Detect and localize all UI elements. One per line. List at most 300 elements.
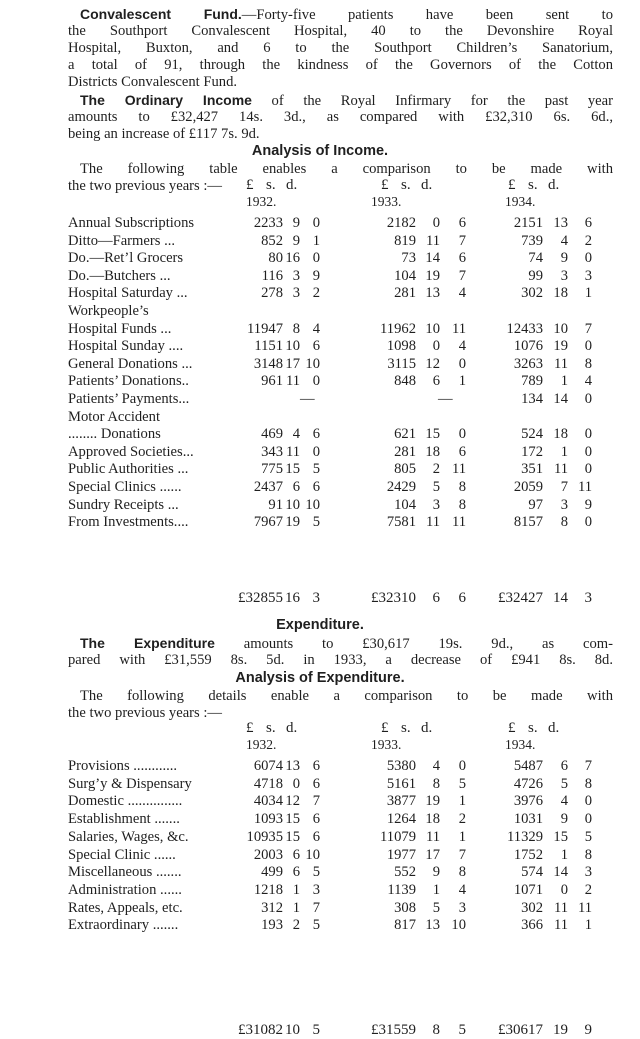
pounds-value: £30617 <box>498 1022 543 1038</box>
row-label: Miscellaneous ....... <box>68 864 182 881</box>
pounds-value: 4034 <box>253 793 283 810</box>
pounds-value: 91 <box>268 496 283 513</box>
row-label: Special Clinics ...... <box>68 479 182 495</box>
pence-value: 6 <box>312 338 320 355</box>
shilling-head: s. <box>266 720 276 736</box>
pence-value: 6 <box>458 443 466 460</box>
shilling-head: s. <box>401 177 411 193</box>
pence-value: 7 <box>458 846 466 863</box>
pounds-value: 366 <box>521 917 543 934</box>
row-label: ........ Donations <box>68 426 161 443</box>
pence-value: 2 <box>584 881 592 898</box>
shillings-value: 10 <box>285 338 300 355</box>
pounds-value: 172 <box>521 443 543 460</box>
pence-value: 6 <box>584 215 592 231</box>
pence-value: 8 <box>458 864 466 881</box>
pounds-value: 99 <box>528 267 543 284</box>
year-label: 1934. <box>505 194 536 209</box>
pence-value: 3 <box>584 864 592 881</box>
pence-value: 10 <box>305 496 320 513</box>
shillings-value: 9 <box>292 232 300 249</box>
shillings-value: 7 <box>560 479 568 495</box>
pounds-value: 848 <box>394 373 416 390</box>
pounds-value: 74 <box>528 250 543 267</box>
pence-value: 8 <box>584 846 592 863</box>
pounds-value: 3877 <box>386 793 416 810</box>
pounds-value: 961 <box>261 373 283 390</box>
shillings-value: 14 <box>425 250 440 267</box>
shillings-value: 9 <box>560 250 568 267</box>
pounds-value: 1218 <box>253 881 283 898</box>
pounds-value: 312 <box>261 899 283 916</box>
pence-value: 0 <box>584 250 592 267</box>
pounds-value: 3976 <box>513 793 543 810</box>
expenditure-lead-line: The following details enable a comparison to be made with <box>80 688 613 704</box>
row-label: Do.—Butchers ... <box>68 267 171 284</box>
pounds-value: 2003 <box>253 846 283 863</box>
expenditure-line: pared with £31,559 8s. 5d. in 1933, a decrease of £941 8s. 8d. <box>68 652 613 668</box>
pounds-value: 302 <box>521 899 543 916</box>
pence-value: 0 <box>458 355 466 372</box>
shillings-value: 1 <box>560 443 568 460</box>
intro-line-rest: —Forty-five patients have been sent to <box>241 7 613 23</box>
shillings-value: 13 <box>425 917 440 934</box>
shillings-value: 11 <box>285 373 300 390</box>
pence-value: 2 <box>584 232 592 249</box>
shillings-value: 3 <box>560 496 568 513</box>
pounds-value: 97 <box>528 496 543 513</box>
pence-value: 6 <box>312 479 320 495</box>
table-row <box>68 514 628 531</box>
pounds-value: 4726 <box>513 775 543 792</box>
pence-value: 6 <box>312 828 320 845</box>
shillings-value: 19 <box>553 338 568 355</box>
shillings-value: 9 <box>292 215 300 231</box>
year-heads-row <box>68 736 628 753</box>
pounds-value: 4718 <box>253 775 283 792</box>
pounds-value: 134 <box>521 391 543 407</box>
pounds-value: £31082 <box>238 1022 283 1038</box>
shillings-value: 14 <box>553 590 568 606</box>
shillings-value: 18 <box>553 426 568 443</box>
row-label: Establishment ....... <box>68 811 180 828</box>
shilling-head: s. <box>528 177 538 193</box>
table-row <box>68 268 628 285</box>
shillings-value: 1 <box>292 899 300 916</box>
pence-value: 0 <box>584 461 592 478</box>
shillings-value: 19 <box>553 1022 568 1038</box>
shillings-value: 15 <box>285 811 300 828</box>
expenditure-analysis-heading: Analysis of Expenditure. <box>235 670 405 686</box>
pence-value: 5 <box>312 1022 320 1038</box>
year-label: 1934. <box>505 737 536 752</box>
shillings-value: 13 <box>425 285 440 302</box>
row-label: Patients’ Payments... <box>68 391 190 407</box>
shilling-head: s. <box>266 177 276 193</box>
pound-head: £ <box>246 720 254 736</box>
shillings-value: 6 <box>292 864 300 881</box>
shillings-value: 1 <box>432 881 440 898</box>
row-label: General Donations ... <box>68 355 193 372</box>
pence-value: 1 <box>312 232 320 249</box>
ordinary-income-rest: of the Royal Infirmary for the past year <box>251 93 613 109</box>
pence-value: 5 <box>312 864 320 881</box>
shillings-value: 8 <box>432 775 440 792</box>
shillings-value: 0 <box>292 775 300 792</box>
year-label: 1933. <box>371 737 402 752</box>
pence-value: 6 <box>312 426 320 443</box>
pounds-value: 621 <box>394 426 416 443</box>
pounds-value: 2233 <box>253 215 283 231</box>
shillings-value: 14 <box>553 864 568 881</box>
shillings-value: 12 <box>425 355 440 372</box>
pounds-value: 819 <box>394 232 416 249</box>
shillings-value: 1 <box>292 881 300 898</box>
pounds-value: 11947 <box>247 320 283 337</box>
expenditure-line <box>80 635 613 653</box>
table-row <box>68 426 628 443</box>
pounds-value: £32310 <box>371 590 416 606</box>
pence-value: 5 <box>312 514 320 531</box>
shillings-value: 15 <box>425 426 440 443</box>
pounds-value: 2182 <box>386 215 416 231</box>
row-label: Workpeople’s <box>68 303 149 319</box>
ordinary-income-line <box>80 92 613 110</box>
pence-value: 8 <box>584 775 592 792</box>
shillings-value: 11 <box>425 514 440 531</box>
pence-value: 11 <box>577 899 592 916</box>
pence-value: 10 <box>451 917 466 934</box>
row-label: Provisions ............ <box>68 758 178 774</box>
pence-value: 1 <box>458 793 466 810</box>
pence-value: 0 <box>458 758 466 774</box>
pence-value: 7 <box>312 793 320 810</box>
expenditure-lead-line: the two previous years :— <box>68 705 223 721</box>
pence-value: 6 <box>312 811 320 828</box>
shillings-value: 3 <box>432 496 440 513</box>
shillings-value: 5 <box>432 479 440 495</box>
pence-value: 11 <box>451 461 466 478</box>
pence-value: 10 <box>305 846 320 863</box>
row-label: Motor Accident <box>68 408 161 425</box>
year-label: 1932. <box>246 194 277 209</box>
income-lead-line: The following table enables a comparison to be made with <box>80 161 613 177</box>
ordinary-income-lead: The Ordinary Income <box>80 92 252 108</box>
shillings-value: 6 <box>292 846 300 863</box>
pounds-value: 5380 <box>386 758 416 774</box>
pence-value: 11 <box>451 320 466 337</box>
shillings-value: 2 <box>292 917 300 934</box>
intro-line: a total of 91, through the kindness of the Governors of the Cotton <box>68 57 613 73</box>
pounds-value: 6074 <box>253 758 283 774</box>
table-row <box>68 461 628 478</box>
pence-value: 3 <box>584 590 592 606</box>
row-label: Hospital Funds ... <box>68 320 172 337</box>
pound-head: £ <box>381 720 389 736</box>
pounds-value: 308 <box>394 899 416 916</box>
income-analysis-heading: Analysis of Income. <box>251 143 389 159</box>
pounds-value: 2429 <box>386 479 416 495</box>
shillings-value: 11 <box>425 828 440 845</box>
row-label: Surg’y & Dispensary <box>68 775 192 792</box>
pence-value: 6 <box>458 215 466 231</box>
table-row <box>68 776 628 793</box>
shillings-value: 17 <box>285 355 300 372</box>
shillings-value: 1 <box>560 373 568 390</box>
pounds-value: 775 <box>261 461 283 478</box>
shillings-value: 8 <box>292 320 300 337</box>
pounds-value: 469 <box>261 426 283 443</box>
shillings-value: 15 <box>553 828 568 845</box>
pounds-value: 5161 <box>386 775 416 792</box>
table-row <box>68 233 628 250</box>
shillings-value: 10 <box>285 496 300 513</box>
row-label: Ditto—Farmers ... <box>68 232 176 249</box>
pence-value: 0 <box>458 426 466 443</box>
pence-value: 7 <box>312 899 320 916</box>
table-row <box>68 479 628 496</box>
shillings-value: 12 <box>285 793 300 810</box>
shillings-value: 15 <box>285 461 300 478</box>
ordinary-income-line: amounts to £32,427 14s. 3d., as compared with £32,310 6s. 6d., <box>68 109 613 125</box>
pounds-value: 11962 <box>380 320 416 337</box>
shillings-value: 18 <box>425 811 440 828</box>
pounds-value: 805 <box>394 461 416 478</box>
shillings-value: 6 <box>432 373 440 390</box>
shillings-value: 0 <box>432 338 440 355</box>
pence-value: 3 <box>458 899 466 916</box>
shillings-value: 11 <box>285 443 300 460</box>
pounds-value: 8157 <box>513 514 543 531</box>
pounds-value: 73 <box>401 250 416 267</box>
pence-value: 0 <box>312 443 320 460</box>
pounds-value: 351 <box>521 461 543 478</box>
pounds-value: 1752 <box>513 846 543 863</box>
row-label: Administration ...... <box>68 881 182 898</box>
pence-head: d. <box>548 720 560 736</box>
row-label: Hospital Saturday ... <box>68 285 188 302</box>
dash-value: — <box>438 391 453 407</box>
pounds-value: 11079 <box>380 828 416 845</box>
pence-value: 7 <box>584 320 592 337</box>
pence-value: 5 <box>312 461 320 478</box>
table-row <box>68 391 628 408</box>
pence-value: 0 <box>584 391 592 407</box>
pounds-value: 1139 <box>387 881 416 898</box>
table-row <box>68 882 628 899</box>
intro-line: Hospital, Buxton, and 6 to the Southport Children’s Sanatorium, <box>68 40 613 56</box>
intro-line <box>80 6 613 24</box>
shillings-value: 4 <box>292 426 300 443</box>
expenditure-lead: The Expenditure <box>80 635 215 651</box>
pounds-value: 11329 <box>507 828 543 845</box>
shillings-value: 17 <box>425 846 440 863</box>
table-row <box>68 409 628 426</box>
shillings-value: 16 <box>285 250 300 267</box>
pence-value: 6 <box>312 775 320 792</box>
pounds-value: £31559 <box>371 1022 416 1038</box>
pence-value: 6 <box>312 758 320 774</box>
pence-value: 3 <box>584 267 592 284</box>
shillings-value: 8 <box>432 1022 440 1038</box>
shillings-value: 19 <box>425 267 440 284</box>
pounds-value: 2059 <box>513 479 543 495</box>
pence-value: 4 <box>458 285 466 302</box>
pence-value: 10 <box>305 355 320 372</box>
pence-value: 4 <box>312 320 320 337</box>
shillings-value: 9 <box>432 864 440 881</box>
pence-value: 0 <box>584 426 592 443</box>
pence-value: 8 <box>458 479 466 495</box>
table-row <box>68 444 628 461</box>
pounds-value: 817 <box>394 917 416 934</box>
row-label: Salaries, Wages, &c. <box>68 828 189 845</box>
pounds-value: 852 <box>261 232 283 249</box>
shillings-value: 8 <box>560 514 568 531</box>
intro-line: the Southport Convalescent Hospital, 40 to the Devonshire Royal <box>68 23 613 39</box>
shillings-value: 18 <box>425 443 440 460</box>
table-row <box>68 321 628 338</box>
pence-value: 7 <box>458 267 466 284</box>
pence-value: 0 <box>584 793 592 810</box>
pounds-value: 281 <box>394 443 416 460</box>
expenditure-line-rest: amounts to £30,617 19s. 9d., as com- <box>214 636 613 652</box>
income-totals-row <box>68 590 628 607</box>
row-label: Rates, Appeals, etc. <box>68 899 183 916</box>
table-row <box>68 338 628 355</box>
pence-value: 0 <box>584 443 592 460</box>
intro-line: Districts Convalescent Fund. <box>68 74 238 90</box>
year-label: 1932. <box>246 737 277 752</box>
pounds-value: 12433 <box>506 320 543 337</box>
pence-head: d. <box>286 177 298 193</box>
pence-value: 6 <box>458 250 466 267</box>
table-row <box>68 285 628 302</box>
pence-value: 6 <box>458 590 466 606</box>
pence-value: 2 <box>312 285 320 302</box>
shillings-value: 1 <box>560 846 568 863</box>
shillings-value: 4 <box>432 758 440 774</box>
shilling-head: s. <box>528 720 538 736</box>
pound-head: £ <box>381 177 389 193</box>
pound-head: £ <box>246 177 254 193</box>
pounds-value: 281 <box>394 285 416 302</box>
pence-value: 8 <box>458 496 466 513</box>
pence-value: 4 <box>458 338 466 355</box>
table-row <box>68 215 628 232</box>
row-label: Special Clinic ...... <box>68 846 176 863</box>
row-label: Do.—Ret’l Grocers <box>68 250 184 267</box>
table-row <box>68 303 628 320</box>
pence-value: 9 <box>584 496 592 513</box>
table-row <box>68 758 628 775</box>
shillings-value: 13 <box>553 215 568 231</box>
pence-value: 7 <box>584 758 592 774</box>
row-label: Domestic ............... <box>68 793 183 810</box>
pence-value: 5 <box>584 828 592 845</box>
shillings-value: 9 <box>560 811 568 828</box>
shillings-value: 2 <box>432 461 440 478</box>
year-label: 1933. <box>371 194 402 209</box>
shillings-value: 10 <box>285 1022 300 1038</box>
pence-value: 0 <box>584 338 592 355</box>
shillings-value: 11 <box>425 232 440 249</box>
pence-value: 3 <box>312 590 320 606</box>
row-label: From Investments.... <box>68 514 189 531</box>
pounds-value: 2151 <box>513 215 543 231</box>
table-row <box>68 373 628 390</box>
row-label: Approved Societies... <box>68 443 194 460</box>
pounds-value: 278 <box>261 285 283 302</box>
pence-value: 0 <box>584 514 592 531</box>
pounds-value: 739 <box>521 232 543 249</box>
pounds-value: 116 <box>261 267 283 284</box>
shillings-value: 3 <box>292 285 300 302</box>
pounds-value: 10935 <box>246 828 283 845</box>
pence-head: d. <box>548 177 560 193</box>
pounds-value: 789 <box>521 373 543 390</box>
pounds-value: 1151 <box>254 338 283 355</box>
expenditure-heading: Expenditure. <box>276 617 364 633</box>
column-heads-row <box>68 177 628 194</box>
shillings-value: 13 <box>285 758 300 774</box>
pounds-value: 3148 <box>253 355 283 372</box>
table-row <box>68 250 628 267</box>
shillings-value: 10 <box>425 320 440 337</box>
table-row <box>68 793 628 810</box>
pence-value: 4 <box>584 373 592 390</box>
row-label: Hospital Sunday .... <box>68 338 184 355</box>
shillings-value: 15 <box>285 828 300 845</box>
pounds-value: 3115 <box>387 355 416 372</box>
income-lead-line: the two previous years :— <box>68 178 223 194</box>
shillings-value: 4 <box>560 232 568 249</box>
row-label: Annual Subscriptions <box>68 215 195 231</box>
table-row <box>68 356 628 373</box>
table-row <box>68 900 628 917</box>
pound-head: £ <box>508 177 516 193</box>
shillings-value: 4 <box>560 793 568 810</box>
pence-value: 5 <box>458 775 466 792</box>
pounds-value: 1977 <box>386 846 416 863</box>
pence-value: 11 <box>451 514 466 531</box>
row-label: Public Authorities ... <box>68 461 189 478</box>
pounds-value: 1098 <box>386 338 416 355</box>
pence-head: d. <box>421 177 433 193</box>
pence-value: 4 <box>458 881 466 898</box>
shillings-value: 11 <box>553 917 568 934</box>
expenditure-totals-row <box>68 1022 628 1039</box>
column-heads-row <box>68 720 628 737</box>
pence-value: 9 <box>584 1022 592 1038</box>
shillings-value: 10 <box>553 320 568 337</box>
pounds-value: 7967 <box>253 514 283 531</box>
table-row <box>68 864 628 881</box>
table-row <box>68 829 628 846</box>
dash-value: — <box>300 391 315 407</box>
pence-value: 1 <box>458 373 466 390</box>
pounds-value: 1264 <box>386 811 416 828</box>
pounds-value: 5487 <box>513 758 543 774</box>
pounds-value: 104 <box>394 267 416 284</box>
shillings-value: 16 <box>285 590 300 606</box>
pence-value: 2 <box>458 811 466 828</box>
row-label: Patients’ Donations.. <box>68 373 189 390</box>
shillings-value: 18 <box>553 285 568 302</box>
table-row <box>68 497 628 514</box>
shillings-value: 14 <box>553 391 568 407</box>
shillings-value: 5 <box>432 899 440 916</box>
